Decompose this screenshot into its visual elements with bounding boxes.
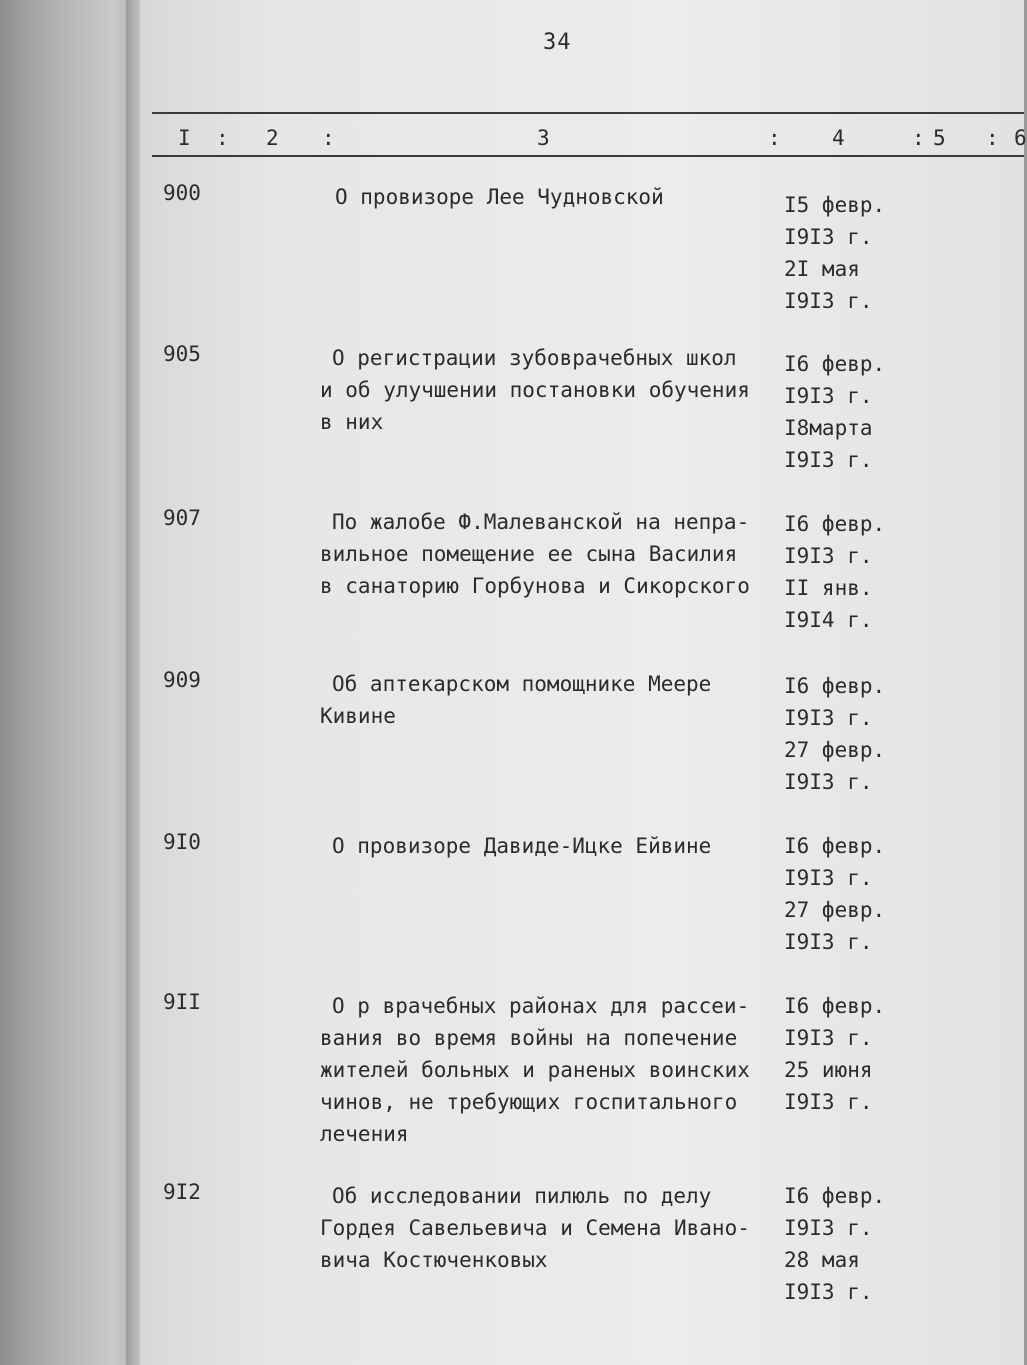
record-date-line: I9I3 г. [784, 1216, 873, 1240]
record-date-line: I6 февр. [784, 674, 886, 698]
record-date-line: 28 мая [784, 1248, 860, 1272]
record-date-line: I6 февр. [784, 512, 886, 536]
header-col-1: I [178, 126, 191, 150]
record-title-line: Об исследовании пилюль по делу [332, 1184, 712, 1208]
record-number: 909 [163, 668, 201, 692]
header-col-6: 6 [1014, 126, 1027, 150]
record-title-line: вильное помещение ее сына Василия [320, 542, 738, 566]
record-date-line: 27 февр. [784, 898, 886, 922]
header-col-2: 2 [266, 126, 279, 150]
record-date-line: 25 июня [784, 1058, 873, 1082]
record-title-line: в санаторию Горбунова и Сикорского [320, 574, 750, 598]
header-separator: : [216, 126, 229, 150]
record-title [320, 1180, 790, 1276]
record-number: 907 [163, 506, 201, 530]
record-date-line: I9I3 г. [784, 544, 873, 568]
record-title-line: Гордея Савельевича и Семена Ивано- [320, 1216, 750, 1240]
record-date-line: I9I3 г. [784, 770, 873, 794]
header-col-5: 5 [933, 126, 946, 150]
record-number: 900 [163, 181, 201, 205]
page-number: 34 [543, 30, 572, 55]
record-number: 9II [163, 990, 201, 1014]
record-title [320, 830, 790, 862]
record-date-line: I6 февр. [784, 1184, 886, 1208]
record-title-line: По жалобе Ф.Малеванской на непра- [332, 510, 750, 534]
record-title-line: О р врачебных районах для рассеи- [332, 994, 750, 1018]
record-title-line: жителей больных и раненых воинских [320, 1058, 750, 1082]
record-title-line: Об аптекарском помощнике Меере [332, 672, 712, 696]
record-title-line: Кивине [320, 704, 396, 728]
record-title-line: О провизоре Давиде-Ицке Ейвине [332, 834, 712, 858]
header-top-rule [152, 112, 1024, 114]
record-dates [784, 990, 885, 1118]
record-date-line: I9I3 г. [784, 225, 873, 249]
record-dates [784, 670, 885, 798]
record-title [335, 181, 805, 213]
record-date-line: I6 февр. [784, 834, 886, 858]
record-title-line: чинов, не требующих госпитального [320, 1090, 738, 1114]
record-title-line: лечения [320, 1122, 409, 1146]
header-separator: : [912, 126, 925, 150]
record-date-line: I9I3 г. [784, 1026, 873, 1050]
record-date-line: I6 февр. [784, 994, 886, 1018]
header-bottom-rule [152, 155, 1024, 157]
record-dates [784, 508, 885, 636]
record-date-line: I9I3 г. [784, 384, 873, 408]
record-title [320, 990, 790, 1150]
record-date-line: I9I3 г. [784, 1090, 873, 1114]
record-title [320, 342, 790, 438]
header-separator: : [986, 126, 999, 150]
header-separator: : [322, 126, 335, 150]
record-title-line: и об улучшении постановки обучения [320, 378, 750, 402]
record-date-line: I9I3 г. [784, 289, 873, 313]
record-date-line: I9I3 г. [784, 706, 873, 730]
record-date-line: I9I3 г. [784, 1280, 873, 1304]
record-title-line: в них [320, 410, 384, 434]
header-col-3: 3 [537, 126, 550, 150]
record-title [320, 668, 790, 732]
record-dates [784, 830, 885, 958]
record-number: 905 [163, 342, 201, 366]
record-title-line: вания во время войны на попечение [320, 1026, 738, 1050]
record-date-line: I6 февр. [784, 352, 886, 376]
record-date-line: I9I3 г. [784, 866, 873, 890]
record-number: 9I0 [163, 830, 201, 854]
record-dates [784, 189, 885, 317]
record-date-line: I9I4 г. [784, 608, 873, 632]
record-dates [784, 348, 885, 476]
record-date-line: I8марта [784, 416, 873, 440]
header-col-4: 4 [832, 126, 845, 150]
record-title-line: вича Костюченковых [320, 1248, 548, 1272]
header-separator: : [768, 126, 781, 150]
record-title [320, 506, 790, 602]
record-number: 9I2 [163, 1180, 201, 1204]
record-date-line: I9I3 г. [784, 930, 873, 954]
record-date-line: 2I мая [784, 257, 860, 281]
record-title-line: О регистрации зубоврачебных школ [332, 346, 737, 370]
record-date-line: 27 февр. [784, 738, 886, 762]
record-date-line: II янв. [784, 576, 873, 600]
record-title-line: О провизоре Лее Чудновской [335, 185, 664, 209]
record-date-line: I9I3 г. [784, 448, 873, 472]
record-date-line: I5 февр. [784, 193, 886, 217]
record-dates [784, 1180, 885, 1308]
